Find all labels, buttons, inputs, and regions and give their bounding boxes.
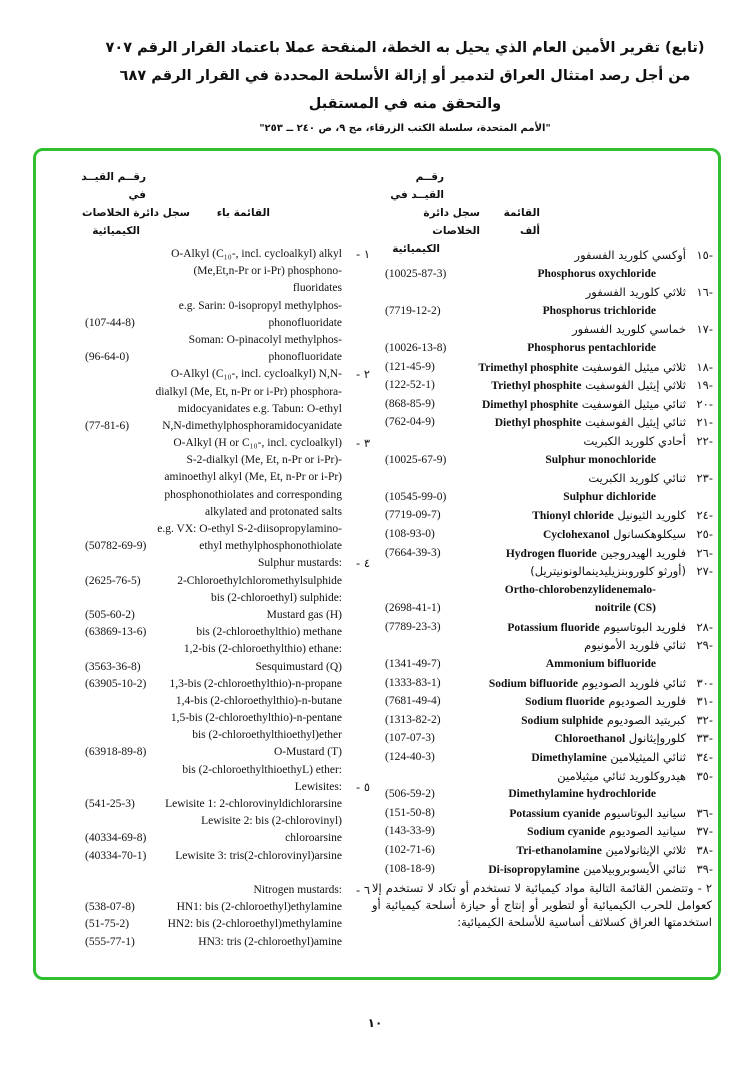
list-item <box>85 779 370 796</box>
item-name-arabic: سيانيد الصوديوم <box>609 824 686 839</box>
list-item <box>385 320 713 339</box>
item-name <box>586 283 686 302</box>
list-item-continuation <box>85 934 370 951</box>
item-text: 1,3-bis (2-chloroethylthio)-n-propane <box>169 677 342 690</box>
item-name <box>583 432 686 451</box>
item-name-arabic: كلوريد الثيونيل <box>617 508 686 523</box>
item-text: HN1: bis (2-chloroethyl)ethylamine <box>176 901 342 914</box>
list-item <box>385 841 713 860</box>
item-name-english: Hydrogen fluoride <box>505 547 597 560</box>
cas-number: (63869-13-6) <box>85 626 147 639</box>
cas-number: (1341-49-7) <box>385 658 441 671</box>
item-name <box>557 767 686 786</box>
item-name <box>506 544 686 564</box>
item-name-arabic: ثلاثي ميثيل الفوسفيت <box>581 359 686 374</box>
item-name-arabic: ثنائي الميثيلامين <box>610 750 686 765</box>
title-line-2: من أجل رصد امتثال العراق لتدمير أو إزالة الأسلحة المحددة في القرار الرقم ٦٨٧ <box>119 68 691 84</box>
cas-number: (63905-10-2) <box>85 677 147 690</box>
list-item-continuation <box>385 451 713 470</box>
list-item-continuation <box>85 865 370 882</box>
list-item <box>385 767 713 786</box>
list-item <box>85 246 370 263</box>
item-number: ٢٨- <box>696 619 713 634</box>
list-item <box>385 469 713 488</box>
item-text: phosphonothiolates and corresponding <box>164 488 342 501</box>
item-number: ١٧- <box>696 322 713 337</box>
item-name-english: Sodium sulphide <box>521 714 604 727</box>
cas-header-line-1: رقــم القيــد في <box>81 171 146 201</box>
item-text: phonofluoridate <box>268 316 342 329</box>
item-text: N,N-dimethylphosphoramidocyanidate <box>162 419 342 432</box>
list-item-continuation <box>85 418 370 435</box>
list-item <box>385 506 713 525</box>
item-name-arabic: كلوروإيثانول <box>628 731 686 746</box>
cas-number: (538-07-8) <box>85 901 135 914</box>
item-text: Soman: O-pinacolyl methylphos- <box>188 333 342 346</box>
item-name-english: Phosphorus trichloride <box>542 304 656 317</box>
item-name-arabic: فلوريد الصوديوم <box>608 694 686 709</box>
list-item-continuation <box>85 744 370 761</box>
item-name <box>572 320 686 339</box>
item-name <box>507 618 686 638</box>
item-number: ٣٩- <box>696 861 713 876</box>
list-item-continuation <box>85 727 370 744</box>
cas-number: (505-60-2) <box>85 608 135 621</box>
item-name-english: Dimethyl phosphite <box>481 398 579 411</box>
item-name <box>516 841 686 861</box>
item-name-arabic: ثلاثي الإيثانولامين <box>605 843 686 857</box>
cas-number: (77-81-6) <box>85 419 130 432</box>
item-text: Lewisite 2: bis (2-chlorovinyl) <box>201 815 342 828</box>
item-text: O-Mustard (T) <box>273 746 342 759</box>
list-item-continuation <box>85 607 370 624</box>
item-name <box>488 860 686 880</box>
cas-number: (762-04-9) <box>385 416 435 429</box>
cas-number: (40334-70-1) <box>85 849 147 862</box>
item-name-arabic: ثنائي فلوريد الصوديوم <box>581 675 686 690</box>
cas-number: (122-52-1) <box>385 379 435 392</box>
list-item <box>385 692 713 711</box>
item-number: ٢٢- <box>696 433 713 448</box>
item-name <box>491 376 686 396</box>
list-item <box>385 748 713 767</box>
item-name-arabic: هيدروكلوريد ثنائي ميثيلامين <box>557 768 686 783</box>
item-number: ٣٤- <box>696 750 713 765</box>
item-name-english: Sodium bifluoride <box>488 677 579 690</box>
item-name <box>527 822 686 842</box>
cas-number: (96-64-0) <box>85 351 130 364</box>
list-item-continuation <box>385 581 713 600</box>
item-name-english: noitrile (CS) <box>594 602 656 615</box>
list-item <box>385 246 713 265</box>
item-number: ٣٠- <box>696 675 713 690</box>
item-name-arabic: أوكسي كلوريد الفسفور <box>574 248 686 262</box>
list-item-continuation <box>85 762 370 779</box>
list-item <box>85 882 370 899</box>
item-name-arabic: خماسي كلوريد الفسفور <box>572 322 686 337</box>
list-item <box>385 432 713 451</box>
cas-number: (7719-09-7) <box>385 509 441 522</box>
list-item <box>85 435 370 452</box>
item-text: dialkyl (Me, Et, n-Pr or i-Pr) phosphora- <box>155 385 342 398</box>
list-item <box>385 525 713 544</box>
list-item <box>385 376 713 395</box>
item-name-english: Ortho-chlorobenzylidenemalo- <box>504 583 656 596</box>
list-item <box>385 413 713 432</box>
list-item-continuation <box>85 280 370 297</box>
item-name-english: Potassium fluoride <box>507 621 600 634</box>
item-name <box>530 562 686 581</box>
list-item-continuation <box>85 487 370 504</box>
list-item-continuation <box>85 676 370 693</box>
list-b <box>85 246 370 951</box>
item-text: 2-Chloroethylchloromethylsulphide <box>177 574 342 587</box>
item-number: ١٨- <box>696 359 713 374</box>
list-item-continuation <box>85 263 370 280</box>
list-item-continuation <box>385 599 713 618</box>
item-name-arabic: ثنائي الأيسوبروبيلامين <box>583 861 686 876</box>
item-name-english: Cyclohexanol <box>543 528 610 541</box>
item-text: aminoethyl alkyl (Me, Et, n-Pr or i-Pr) <box>164 471 342 484</box>
list-item-continuation <box>85 384 370 401</box>
list-item-continuation <box>385 339 713 358</box>
item-name-english: Di-isopropylamine <box>488 863 580 876</box>
item-number: ٣٢- <box>696 712 713 727</box>
list-item <box>85 366 370 383</box>
list-item-continuation <box>85 899 370 916</box>
item-name <box>509 804 686 824</box>
list-item-continuation <box>85 504 370 521</box>
cas-number: (51-75-2) <box>85 918 130 931</box>
list-item-continuation <box>85 796 370 813</box>
item-text: midocyanidates e.g. Tabun: O-ethyl <box>177 402 342 415</box>
list-item-continuation <box>85 624 370 641</box>
cas-number: (107-44-8) <box>85 316 135 329</box>
list-item-continuation <box>85 641 370 658</box>
title-line-3: والتحقق منه في المستقبل <box>308 96 502 112</box>
item-name-english: Sulphur dichloride <box>563 490 656 503</box>
cas-number: (10026-13-8) <box>385 341 447 354</box>
item-number: - ٢ <box>356 367 370 382</box>
list-item-continuation <box>85 710 370 727</box>
cas-number: (555-77-1) <box>85 935 135 948</box>
item-name-english: Dimethylamine <box>531 752 607 765</box>
list-item <box>385 711 713 730</box>
cas-number: (506-59-2) <box>385 788 435 801</box>
item-number: ٢٩- <box>696 638 713 653</box>
item-name-english: Tri-ethanolamine <box>516 845 602 857</box>
cas-number: (3563-36-8) <box>85 660 141 673</box>
item-text: 1,5-bis (2-chloroethylthio)-n-pentane <box>170 712 342 725</box>
list-item-continuation <box>85 590 370 607</box>
cas-number: (63918-89-8) <box>85 746 147 759</box>
item-name-english: Sodium cyanide <box>527 826 606 839</box>
item-name <box>531 748 686 768</box>
list-item <box>385 729 713 748</box>
list-item-continuation <box>85 538 370 555</box>
item-name <box>554 729 686 749</box>
item-name-english: Trimethyl phosphite <box>478 361 579 374</box>
cas-number: (2698-41-1) <box>385 602 441 615</box>
item-name <box>521 711 686 731</box>
list-item-continuation <box>85 521 370 538</box>
list-item <box>385 562 713 581</box>
item-name-arabic: سيكلوهكسانول <box>613 526 686 541</box>
item-name <box>575 246 686 265</box>
list-item-continuation <box>385 655 713 674</box>
item-number: ٣٦- <box>696 805 713 820</box>
item-name <box>489 674 686 694</box>
item-name-arabic: سيانيد البوتاسيوم <box>604 805 686 820</box>
list-a <box>385 246 713 878</box>
cas-number: (10025-67-9) <box>385 453 447 466</box>
list-item-continuation <box>85 659 370 676</box>
item-number: - ٣ <box>356 436 370 451</box>
list-item <box>385 822 713 841</box>
item-text: e.g. Sarin: 0-isopropyl methylphos- <box>178 299 342 312</box>
item-number: ٢٥- <box>696 526 713 541</box>
item-text: Lewisite 1: 2-chlorovinyldichlorarsine <box>165 798 342 810</box>
item-text: ethyl methylphosphonothiolate <box>199 540 342 553</box>
item-number: ٢١- <box>696 415 713 430</box>
item-number: ٢٣- <box>696 471 713 486</box>
item-number: ٣١- <box>696 694 713 709</box>
item-name-english: Phosphorus pentachloride <box>527 341 656 354</box>
item-number: ٢٦- <box>696 545 713 560</box>
cas-header-line-3: الكيميائية <box>392 243 440 255</box>
item-text: Lewisite 3: tris(2-chlorovinyl)arsine <box>175 849 342 862</box>
item-text: HN3: tris (2-chloroethyl)amine <box>198 935 342 948</box>
item-number: ١٩- <box>696 378 713 393</box>
item-name-english: Phosphorus oxychloride <box>537 267 656 280</box>
item-text: phonofluoridate <box>268 351 342 364</box>
item-number: ٣٥- <box>696 768 713 783</box>
item-name <box>495 413 686 433</box>
item-text: Nitrogen mustards: <box>253 883 342 896</box>
item-text: 1,4-bis (2-chloroethylthio)-n-butane <box>175 694 342 707</box>
item-number: - ١ <box>356 247 370 261</box>
item-name-arabic: فلوريد الهيدروجين <box>600 545 686 560</box>
list-item-continuation <box>85 452 370 469</box>
item-number: ١٦- <box>696 285 713 300</box>
list-item <box>385 395 713 414</box>
item-name-english: Potassium cyanide <box>509 807 601 820</box>
item-name <box>584 636 686 655</box>
cas-number: (7719-12-2) <box>385 304 441 317</box>
cas-number: (541-25-3) <box>85 798 135 810</box>
cas-number: (10025-87-3) <box>385 267 447 280</box>
item-number: ٢٠- <box>696 396 713 411</box>
item-name <box>543 525 686 545</box>
list-item <box>385 283 713 302</box>
cas-number: (7789-23-3) <box>385 620 441 633</box>
item-name-arabic: كبريتيد الصوديوم <box>606 712 686 727</box>
item-name-english: Triethyl phosphite <box>491 380 582 393</box>
list-item <box>385 674 713 693</box>
cas-number: (143-33-9) <box>385 825 435 838</box>
list-item-continuation <box>85 469 370 486</box>
item-number: ٣٣- <box>696 731 713 746</box>
list-item-continuation <box>85 298 370 315</box>
list-item-continuation <box>85 916 370 933</box>
list-item-continuation <box>85 401 370 418</box>
list-item-continuation <box>385 785 713 804</box>
cas-header-line-3: الكيميائية <box>92 225 140 237</box>
item-number: - ٤ <box>356 556 370 571</box>
cas-number: (1333-83-1) <box>385 676 441 689</box>
cas-number: (50782-69-9) <box>85 540 147 553</box>
list-item <box>85 555 370 572</box>
item-name <box>482 395 686 415</box>
item-text: O-Alkyl (C₁₀-, incl. cycloalkyl) N,N- <box>170 368 342 381</box>
item-text: bis (2-chloroethylthio) methane <box>196 626 342 639</box>
item-number: ٣٧- <box>696 824 713 839</box>
cas-number: (10545-99-0) <box>385 490 447 503</box>
cas-number: (151-50-8) <box>385 806 435 819</box>
list-item <box>385 804 713 823</box>
item-name-english: Diethyl phosphite <box>494 417 582 430</box>
item-text: HN2: bis (2-chloroethyl)methylamine <box>167 918 342 931</box>
list-item-continuation <box>85 830 370 847</box>
list-item <box>385 618 713 637</box>
item-name <box>588 469 686 488</box>
item-text: fluoridates <box>292 282 342 295</box>
item-name-arabic: ثنائي إيثيل الفوسفيت <box>585 415 686 430</box>
item-name <box>478 358 686 378</box>
item-text: Sulphur mustards: <box>257 557 342 570</box>
list-item-continuation <box>385 488 713 507</box>
item-text: S-2-dialkyl (Me, Et, n-Pr or i-Pr)- <box>186 454 342 467</box>
list-item <box>385 636 713 655</box>
item-name-arabic: فلوريد البوتاسيوم <box>603 619 686 634</box>
item-name-english: Sodium fluoride <box>525 696 605 709</box>
list-a-title: القائمة ألف <box>503 207 540 237</box>
cas-header-line-2: سجل دائرة الخلاصات <box>82 207 190 219</box>
paragraph-2: ٢ - وتتضمن القائمة التالية مواد كيميائية لا تستخدم أو تكاد لا تستخدم إلا كعوامل للحرب الكيميائية أو لتطوير أو إنتاج أو حيازة أسلحة كيميائية أو استخدمتها العراق كسلائف أساسية للأسلحة الكيميائية: <box>372 881 712 929</box>
cas-number: (102-71-6) <box>385 844 435 856</box>
item-number: ٢٤- <box>696 508 713 523</box>
list-item-continuation <box>85 848 370 865</box>
item-text: bis (2-chloroethyl) sulphide: <box>211 591 342 604</box>
cas-number: (7664-39-3) <box>385 546 441 559</box>
item-name-english: Thionyl chloride <box>532 510 614 523</box>
item-name-english: Sulphur monochloride <box>545 453 656 466</box>
citation: "الأمم المتحدة، سلسلة الكتب الزرقاء، مج ٩، ص ٢٤٠ ــ ٢٥٣" <box>259 123 551 134</box>
item-name-english: Dimethylamine hydrochloride <box>508 788 656 801</box>
item-name-arabic: ثنائي فلوريد الأمونيوم <box>584 638 686 653</box>
item-number: - ٥ <box>356 779 370 794</box>
list-item <box>385 860 713 879</box>
item-name-english: Chloroethanol <box>554 733 626 746</box>
cas-header-line-2: سجل دائرة الخلاصات <box>423 207 480 237</box>
title-line-1: (تابع) تقرير الأمين العام الذي يحيل به الخطة، المنقحة عملا باعتماد القرار الرقم ٧٠٧ <box>105 40 705 56</box>
cas-number: (107-07-3) <box>385 732 435 745</box>
item-name-arabic: ثنائي ميثيل الفوسفيت <box>581 396 686 411</box>
item-text: bis (2-chloroethylthioethyL) ether: <box>182 763 342 776</box>
item-text: chloroarsine <box>285 832 342 845</box>
list-b-title: القائمة باء <box>216 207 270 219</box>
list-item <box>385 358 713 377</box>
item-name-arabic: (أورثو كلوروبنزيليدينمالونونيتريل) <box>530 564 686 579</box>
cas-header-line-1: رقــم القيــد في <box>390 171 444 201</box>
item-text: alkylated and protonated salts <box>204 505 342 518</box>
list-item-continuation <box>385 302 713 321</box>
item-name-arabic: ثلاثي كلوريد الفسفور <box>585 285 686 300</box>
cas-number: (2625-76-5) <box>85 574 141 587</box>
cas-number: (124-40-3) <box>385 751 435 764</box>
item-text: (Me,Et,n-Pr or i-Pr) phosphono- <box>193 265 342 278</box>
list-item-continuation <box>85 349 370 366</box>
page-number: ١٠ <box>367 1016 383 1030</box>
item-name-english: Ammonium bifluoride <box>545 658 656 671</box>
list-item-continuation <box>85 332 370 349</box>
item-number: ٢٧- <box>696 564 713 579</box>
item-text: Lewisites: <box>294 780 342 793</box>
list-item-continuation <box>85 315 370 332</box>
item-text: bis (2-chloroethylthioethyl)ether <box>192 729 342 742</box>
item-name <box>525 692 686 712</box>
cas-number: (868-85-9) <box>385 397 435 410</box>
cas-number: (108-18-9) <box>385 862 435 875</box>
item-number: ١٥- <box>696 248 713 262</box>
list-item-continuation <box>385 265 713 284</box>
list-item <box>385 544 713 563</box>
item-text: O-Alkyl (H or C₁₀-, incl. cycloalkyl) <box>173 437 342 450</box>
item-name-arabic: ثنائي كلوريد الكبريت <box>588 471 686 486</box>
item-text: Mustard gas (H) <box>266 608 342 621</box>
item-number: - ٦ <box>356 882 370 897</box>
list-a-cas-header <box>380 168 480 258</box>
cas-number: (7681-49-4) <box>385 695 441 708</box>
list-b-cas-header <box>80 168 190 240</box>
item-name-arabic: ثلاثي إيثيل الفوسفيت <box>585 378 686 393</box>
list-item-continuation <box>85 573 370 590</box>
item-name-arabic: أحادي كلوريد الكبريت <box>583 433 686 448</box>
cas-number: (40334-69-8) <box>85 832 147 845</box>
item-name <box>532 506 686 526</box>
item-text: 1,2-bis (2-chloroethylthio) ethane: <box>183 643 342 656</box>
cas-number: (108-93-0) <box>385 527 435 540</box>
cas-number: (1313-82-2) <box>385 713 441 726</box>
list-item-continuation <box>85 813 370 830</box>
item-text: Sesquimustard (Q) <box>255 660 342 673</box>
item-number: ٣٨- <box>696 843 713 857</box>
list-item-continuation <box>85 693 370 710</box>
item-text: O-Alkyl (C₁₀-, incl. cycloalkyl) alkyl <box>171 248 342 260</box>
cas-number: (121-45-9) <box>385 360 435 373</box>
item-text: e.g. VX: O-ethyl S-2-diisopropylamino- <box>157 523 342 535</box>
